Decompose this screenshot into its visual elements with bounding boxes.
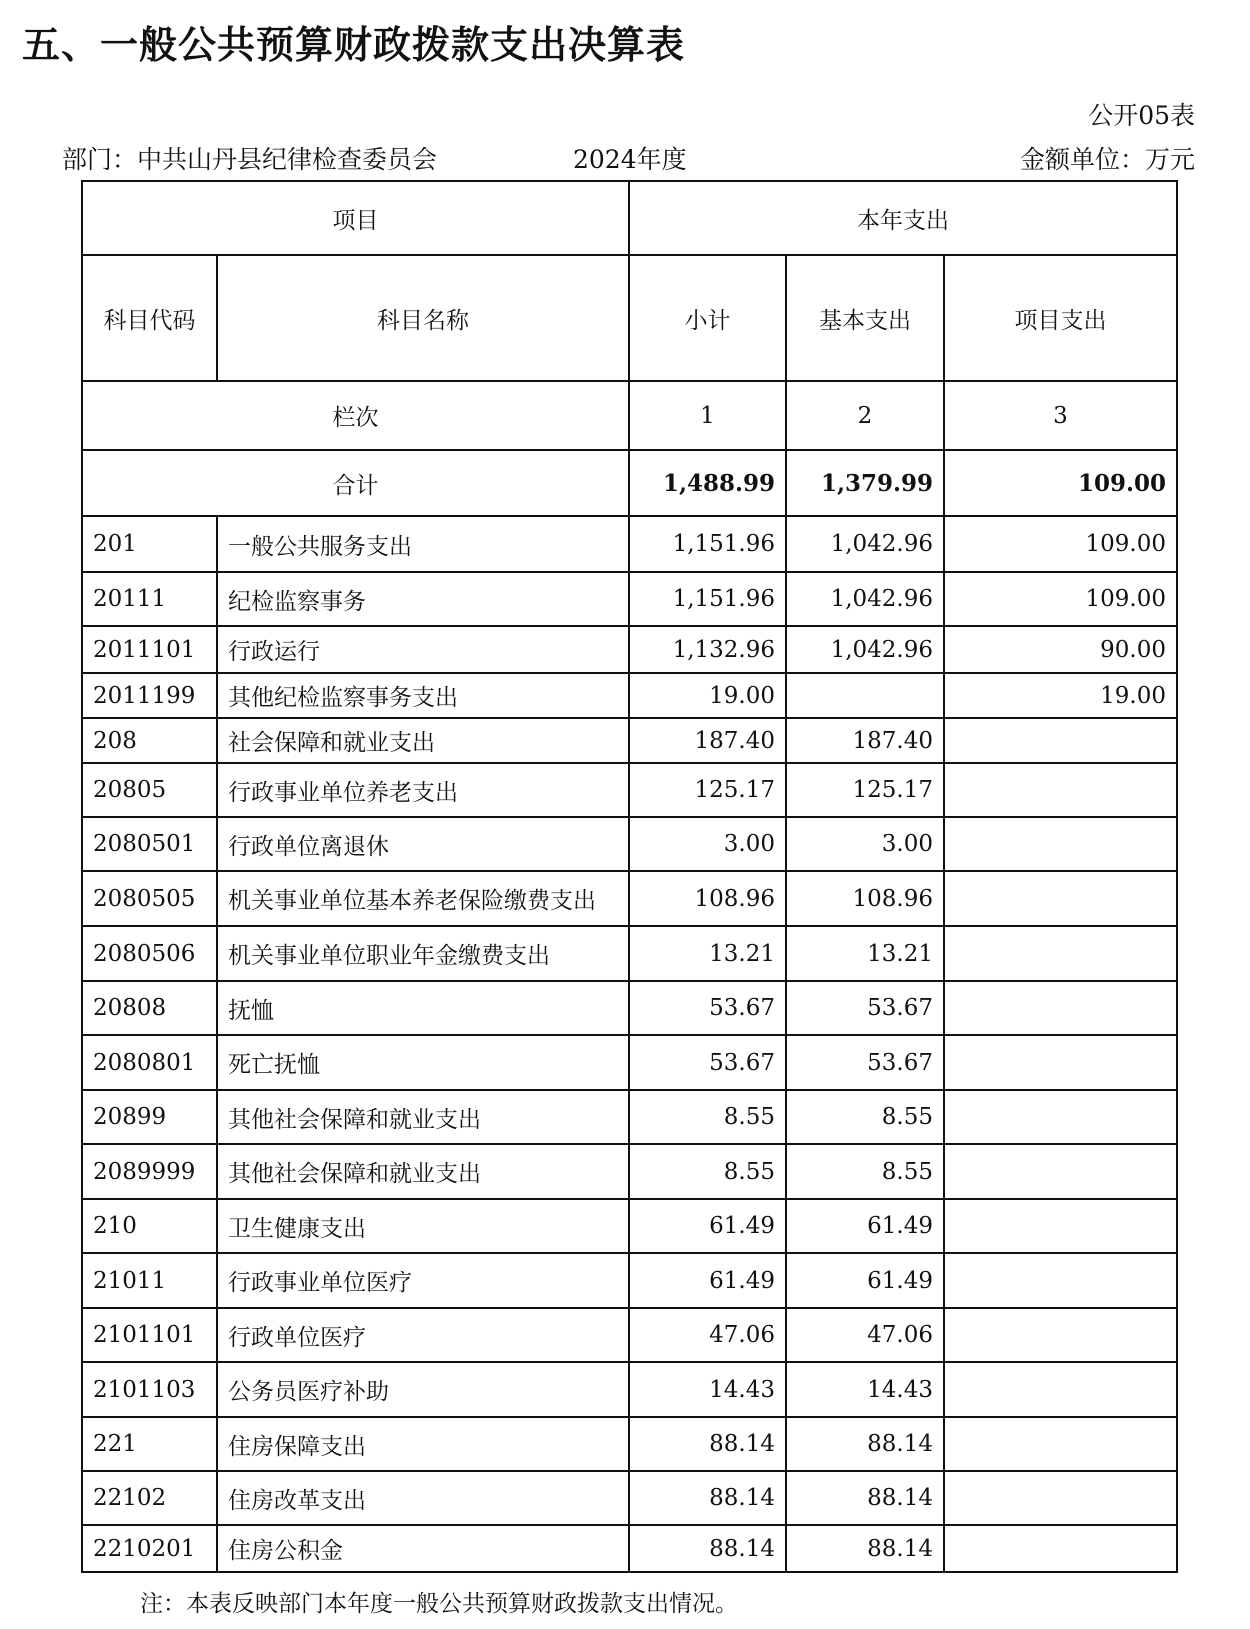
- row-basic: 1,042.96: [786, 516, 944, 572]
- row-code: 2080506: [82, 926, 217, 981]
- row-project: [944, 817, 1177, 871]
- row-subtotal: 88.14: [629, 1417, 786, 1471]
- row-subtotal: 61.49: [629, 1199, 786, 1253]
- row-code: 2080501: [82, 817, 217, 871]
- row-basic: 53.67: [786, 981, 944, 1035]
- row-subtotal: 47.06: [629, 1308, 786, 1362]
- table-row: [82, 926, 1177, 981]
- row-code: 2080505: [82, 871, 217, 926]
- row-name: 纪检监察事务: [217, 572, 629, 626]
- row-basic: 125.17: [786, 763, 944, 817]
- row-code: 20899: [82, 1090, 217, 1144]
- column-index-row: [82, 381, 1177, 450]
- row-code: 2011199: [82, 673, 217, 718]
- row-code: 2080801: [82, 1035, 217, 1090]
- row-basic: 53.67: [786, 1035, 944, 1090]
- row-basic: 8.55: [786, 1144, 944, 1199]
- row-name: 其他纪检监察事务支出: [217, 673, 629, 718]
- row-basic: 14.43: [786, 1362, 944, 1417]
- table-row: [82, 718, 1177, 763]
- row-code: 2101101: [82, 1308, 217, 1362]
- page-title: 五、一般公共预算财政拨款支出决算表: [22, 23, 686, 67]
- total-basic: 1,379.99: [786, 450, 944, 516]
- row-subtotal: 187.40: [629, 718, 786, 763]
- expense-table: [81, 180, 1178, 1573]
- table-row: [82, 1035, 1177, 1090]
- row-name: 其他社会保障和就业支出: [217, 1144, 629, 1199]
- row-name: 其他社会保障和就业支出: [217, 1090, 629, 1144]
- column-index-2: 2: [786, 381, 944, 450]
- column-index-3: 3: [944, 381, 1177, 450]
- row-subtotal: 19.00: [629, 673, 786, 718]
- table-row: [82, 1471, 1177, 1525]
- row-code: 2210201: [82, 1525, 217, 1572]
- row-project: 90.00: [944, 626, 1177, 673]
- row-name: 行政运行: [217, 626, 629, 673]
- row-basic: 61.49: [786, 1253, 944, 1308]
- row-subtotal: 88.14: [629, 1471, 786, 1525]
- row-subtotal: 14.43: [629, 1362, 786, 1417]
- table-row: [82, 1525, 1177, 1572]
- row-subtotal: 3.00: [629, 817, 786, 871]
- row-basic: 3.00: [786, 817, 944, 871]
- row-basic: 61.49: [786, 1199, 944, 1253]
- table-row: [82, 1308, 1177, 1362]
- table-row: [82, 673, 1177, 718]
- row-basic: 88.14: [786, 1417, 944, 1471]
- row-project: [944, 1362, 1177, 1417]
- row-basic: 8.55: [786, 1090, 944, 1144]
- row-subtotal: 8.55: [629, 1144, 786, 1199]
- row-project: [944, 1199, 1177, 1253]
- amount-unit: 金额单位：万元: [1019, 145, 1195, 174]
- row-code: 20808: [82, 981, 217, 1035]
- table-row: [82, 1090, 1177, 1144]
- row-name: 住房公积金: [217, 1525, 629, 1572]
- row-code: 22102: [82, 1471, 217, 1525]
- table-row: [82, 1144, 1177, 1199]
- row-project: [944, 926, 1177, 981]
- row-name: 死亡抚恤: [217, 1035, 629, 1090]
- row-project: 109.00: [944, 516, 1177, 572]
- row-code: 2101103: [82, 1362, 217, 1417]
- row-project: [944, 1525, 1177, 1572]
- row-basic: 88.14: [786, 1525, 944, 1572]
- fiscal-year: 2024年度: [573, 145, 687, 174]
- row-project: [944, 1035, 1177, 1090]
- row-subtotal: 53.67: [629, 1035, 786, 1090]
- total-row: [82, 450, 1177, 516]
- row-code: 2011101: [82, 626, 217, 673]
- row-project: [944, 1144, 1177, 1199]
- row-project: [944, 1090, 1177, 1144]
- row-code: 20111: [82, 572, 217, 626]
- header-current-year-expense: 本年支出: [629, 181, 1177, 255]
- header-row-1: [82, 181, 1177, 255]
- table-row: [82, 572, 1177, 626]
- row-code: 20805: [82, 763, 217, 817]
- row-project: [944, 1417, 1177, 1471]
- row-subtotal: 53.67: [629, 981, 786, 1035]
- row-name: 机关事业单位基本养老保险缴费支出: [217, 871, 629, 926]
- table-row: [82, 1417, 1177, 1471]
- row-name: 抚恤: [217, 981, 629, 1035]
- table-row: [82, 871, 1177, 926]
- total-label: 合计: [82, 450, 629, 516]
- row-project: [944, 763, 1177, 817]
- row-subtotal: 8.55: [629, 1090, 786, 1144]
- header-code: 科目代码: [82, 255, 217, 381]
- table-row: [82, 516, 1177, 572]
- row-code: 221: [82, 1417, 217, 1471]
- department-label: 部门：中共山丹县纪律检查委员会: [62, 145, 438, 174]
- row-basic: [786, 673, 944, 718]
- row-project: 109.00: [944, 572, 1177, 626]
- table-row: [82, 626, 1177, 673]
- row-subtotal: 61.49: [629, 1253, 786, 1308]
- table-row: [82, 981, 1177, 1035]
- row-project: 19.00: [944, 673, 1177, 718]
- row-subtotal: 1,151.96: [629, 572, 786, 626]
- row-name: 行政单位离退休: [217, 817, 629, 871]
- row-basic: 47.06: [786, 1308, 944, 1362]
- row-code: 210: [82, 1199, 217, 1253]
- row-code: 2089999: [82, 1144, 217, 1199]
- header-basic: 基本支出: [786, 255, 944, 381]
- row-subtotal: 125.17: [629, 763, 786, 817]
- table-note: 注：本表反映部门本年度一般公共预算财政拨款支出情况。: [140, 1591, 738, 1617]
- form-number: 公开05表: [1088, 101, 1195, 130]
- row-project: [944, 1471, 1177, 1525]
- row-project: [944, 1253, 1177, 1308]
- header-name: 科目名称: [217, 255, 629, 381]
- table-row: [82, 1253, 1177, 1308]
- row-basic: 13.21: [786, 926, 944, 981]
- row-project: [944, 1308, 1177, 1362]
- row-subtotal: 1,132.96: [629, 626, 786, 673]
- row-name: 行政单位医疗: [217, 1308, 629, 1362]
- row-basic: 1,042.96: [786, 626, 944, 673]
- row-subtotal: 108.96: [629, 871, 786, 926]
- header-subtotal: 小计: [629, 255, 786, 381]
- row-subtotal: 13.21: [629, 926, 786, 981]
- table-row: [82, 817, 1177, 871]
- row-name: 住房保障支出: [217, 1417, 629, 1471]
- table-row: [82, 1199, 1177, 1253]
- row-basic: 108.96: [786, 871, 944, 926]
- row-subtotal: 1,151.96: [629, 516, 786, 572]
- column-index-1: 1: [629, 381, 786, 450]
- header-item: 项目: [82, 181, 629, 255]
- row-basic: 88.14: [786, 1471, 944, 1525]
- row-name: 卫生健康支出: [217, 1199, 629, 1253]
- row-code: 21011: [82, 1253, 217, 1308]
- total-subtotal: 1,488.99: [629, 450, 786, 516]
- header-row-2: [82, 255, 1177, 381]
- row-project: [944, 871, 1177, 926]
- row-name: 行政事业单位养老支出: [217, 763, 629, 817]
- column-index-label: 栏次: [82, 381, 629, 450]
- row-basic: 1,042.96: [786, 572, 944, 626]
- table-row: [82, 1362, 1177, 1417]
- row-name: 一般公共服务支出: [217, 516, 629, 572]
- row-code: 201: [82, 516, 217, 572]
- row-project: [944, 718, 1177, 763]
- row-name: 公务员医疗补助: [217, 1362, 629, 1417]
- row-name: 行政事业单位医疗: [217, 1253, 629, 1308]
- header-project: 项目支出: [944, 255, 1177, 381]
- row-name: 社会保障和就业支出: [217, 718, 629, 763]
- row-name: 住房改革支出: [217, 1471, 629, 1525]
- row-project: [944, 981, 1177, 1035]
- table-row: [82, 763, 1177, 817]
- row-code: 208: [82, 718, 217, 763]
- row-basic: 187.40: [786, 718, 944, 763]
- total-project: 109.00: [944, 450, 1177, 516]
- row-name: 机关事业单位职业年金缴费支出: [217, 926, 629, 981]
- row-subtotal: 88.14: [629, 1525, 786, 1572]
